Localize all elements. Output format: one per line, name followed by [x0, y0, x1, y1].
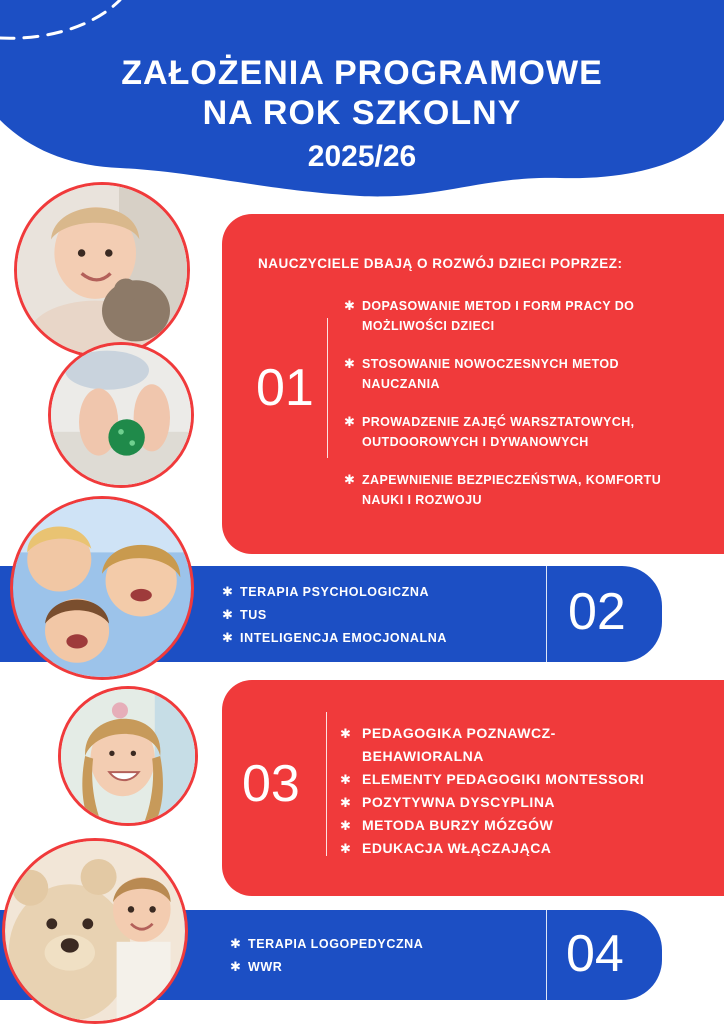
list-item: ✱ ELEMENTY PEDAGOGIKI MONTESSORI	[340, 768, 700, 791]
section-03-list	[340, 722, 700, 860]
asterisk-bullet-icon: ✱	[340, 841, 352, 856]
asterisk-bullet-icon: ✱	[230, 958, 242, 974]
list-item: ✱ TERAPIA PSYCHOLOGICZNA	[222, 583, 430, 599]
asterisk-bullet-icon: ✱	[344, 356, 356, 371]
list-item: ✱ PEDAGOGIKA POZNAWCZ-BEHAWIORALNA	[340, 722, 700, 768]
list-item: ✱ WWR	[230, 958, 283, 974]
asterisk-bullet-icon: ✱	[344, 298, 356, 313]
feet-with-ball-photo	[48, 342, 194, 488]
section-03-divider	[326, 712, 327, 856]
asterisk-bullet-icon: ✱	[340, 818, 352, 833]
asterisk-bullet-icon: ✱	[340, 726, 352, 741]
asterisk-bullet-icon: ✱	[222, 583, 234, 599]
list-item: ✱ STOSOWANIE NOWOCZESNYCH METOD NAUCZANIA	[344, 354, 684, 394]
list-item: ✱ TERAPIA LOGOPEDYCZNA	[230, 935, 424, 951]
section-01-panel	[222, 214, 724, 554]
section-01-divider	[327, 318, 328, 458]
section-02-number: 02	[568, 583, 626, 641]
asterisk-bullet-icon: ✱	[344, 472, 356, 487]
title-line-2: NA ROK SZKOLNY	[202, 94, 522, 132]
asterisk-bullet-icon: ✱	[222, 629, 234, 645]
section-01-number: 01	[256, 359, 314, 417]
list-item: ✱ METODA BURZY MÓZGÓW	[340, 814, 700, 837]
section-03-panel	[222, 680, 724, 896]
list-item: ✱ DOPASOWANIE METOD I FORM PRACY DO MOŻLIWOŚCI DZIECI	[344, 296, 684, 336]
list-item: ✱ INTELIGENCJA EMOCJONALNA	[222, 629, 448, 645]
section-03-number: 03	[242, 755, 300, 813]
section-04-number: 04	[566, 925, 624, 983]
section-04-list	[230, 932, 530, 978]
list-item: ✱ POZYTYWNA DYSCYPLINA	[340, 791, 700, 814]
title-line-1: ZAŁOŻENIA PROGRAMOWE	[121, 54, 603, 92]
section-02-list	[222, 580, 522, 649]
asterisk-bullet-icon: ✱	[340, 795, 352, 810]
asterisk-bullet-icon: ✱	[340, 772, 352, 787]
asterisk-bullet-icon: ✱	[344, 414, 356, 429]
list-item: ✱ EDUKACJA WŁĄCZAJĄCA	[340, 837, 700, 860]
asterisk-bullet-icon: ✱	[230, 935, 242, 951]
child-with-teddy-photo	[14, 182, 190, 358]
asterisk-bullet-icon: ✱	[222, 606, 234, 622]
section-04-divider	[546, 910, 547, 1000]
section-01-list	[344, 296, 684, 528]
boy-with-teddy-bear-photo	[2, 838, 188, 1024]
list-item: ✱ TUS	[222, 606, 267, 622]
list-item: ✱ ZAPEWNIENIE BEZPIECZEŃSTWA, KOMFORTU NAUKI I ROZWOJU	[344, 470, 684, 510]
section-01-lead: NAUCZYCIELE DBAJĄ O ROZWÓJ DZIECI POPRZEZ:	[258, 256, 623, 271]
children-circle-photo	[10, 496, 194, 680]
smiling-girl-photo	[58, 686, 198, 826]
list-item: ✱ PROWADZENIE ZAJĘĆ WARSZTATOWYCH, OUTDOOROWYCH I DYWANOWYCH	[344, 412, 684, 452]
section-02-divider	[546, 566, 547, 662]
title-year: 2025/26	[307, 140, 417, 173]
